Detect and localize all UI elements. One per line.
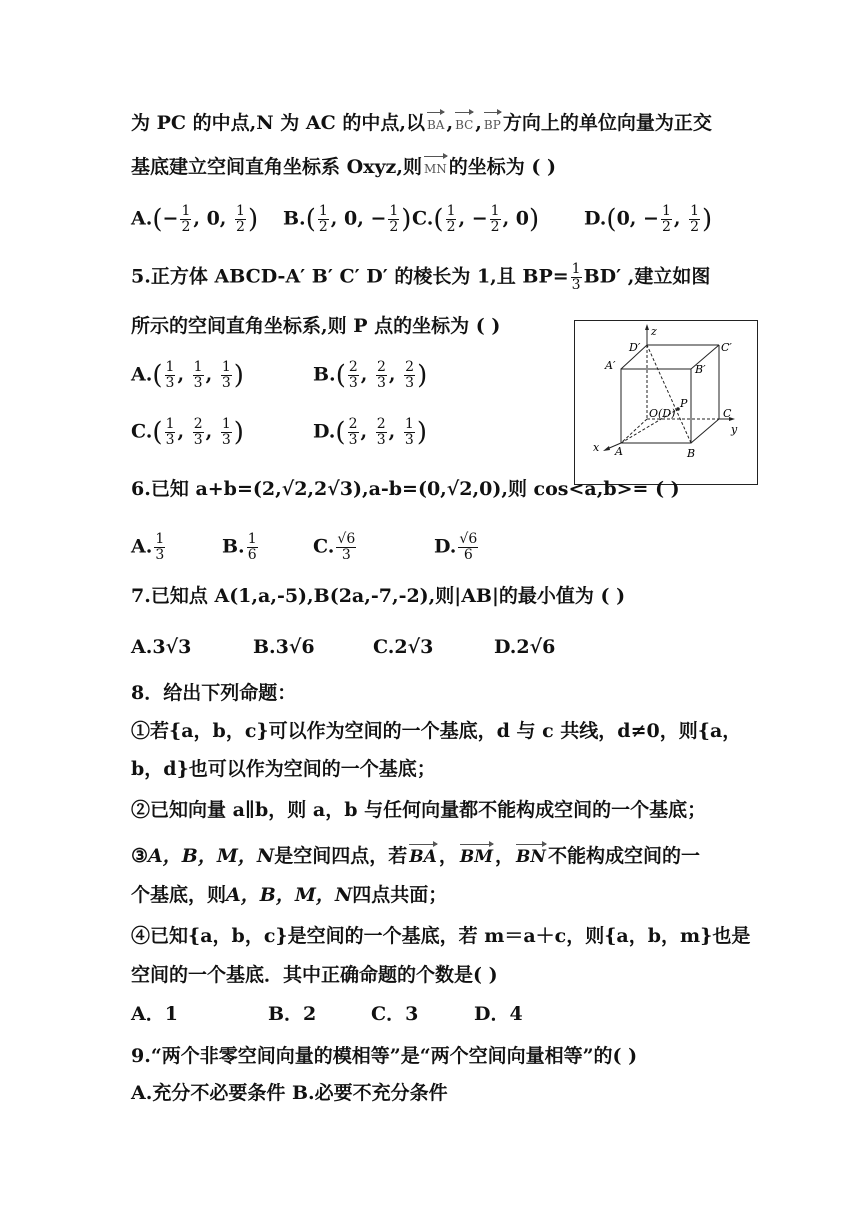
label-d-prime: D′ bbox=[629, 341, 641, 354]
label-y: y bbox=[731, 423, 738, 436]
option-label: A. bbox=[131, 535, 153, 558]
q5-option-d: D.( $\frac{2}{3}$ , $\frac{2}{3}$ , $\frac{1}{3}$ ) bbox=[313, 416, 427, 448]
fraction: $\frac{1}{3}$ bbox=[155, 531, 165, 563]
prop-3-text-2: 不能构成空间的一 bbox=[547, 845, 700, 867]
q9-options: A.充分不必要条件 B.必要不充分条件 bbox=[131, 1082, 448, 1104]
q6-option-a bbox=[131, 532, 167, 563]
q5-line-1 bbox=[131, 262, 710, 293]
fraction: $\frac{1}{3}$ bbox=[165, 416, 175, 448]
q4-option-a: A.(− $\frac{1}{2}$ , 0, $\frac{1}{2}$ ) bbox=[131, 203, 259, 235]
q8-prop-1a: ①若{a，b，c}可以作为空间的一个基底，d 与 c 共线，d≠0，则{a， bbox=[131, 720, 742, 742]
option-label: D. bbox=[434, 535, 457, 558]
option-label: B. bbox=[283, 207, 306, 230]
vector-ba: BA bbox=[425, 112, 446, 138]
label-x: x bbox=[593, 441, 600, 454]
option-label: D. bbox=[313, 420, 336, 443]
fraction: $\frac{1}{3}$ bbox=[404, 416, 414, 448]
q6-option-b bbox=[222, 532, 260, 563]
fraction: $\frac{1}{3}$ bbox=[221, 416, 231, 448]
fraction: $\frac{2}{3}$ bbox=[405, 359, 415, 391]
paren: ) bbox=[233, 360, 244, 391]
intro-line-1: 为 PC 的中点,N 为 AC 的中点,以 BA , BC , BP 方向上的单位向量为正交 bbox=[131, 110, 712, 138]
cube-figure bbox=[574, 320, 758, 485]
fraction: $\frac{2}{3}$ bbox=[348, 359, 358, 391]
paren: ) bbox=[417, 360, 428, 391]
fraction: $\frac{1}{2}$ bbox=[490, 203, 500, 235]
fraction: $\frac{2}{3}$ bbox=[193, 416, 203, 448]
intro-text-1: 为 PC 的中点,N 为 AC 的中点,以 bbox=[131, 112, 425, 134]
vector-bn: BN bbox=[514, 844, 548, 870]
fraction: $\frac{1}{2}$ bbox=[446, 203, 456, 235]
q7-option-b: B.3√6 bbox=[253, 636, 315, 658]
vector-bm: BM bbox=[458, 844, 495, 870]
fraction: $\frac{2}{3}$ bbox=[348, 416, 358, 448]
fraction: $\frac{1}{2}$ bbox=[236, 203, 245, 235]
paren: ) bbox=[529, 204, 540, 235]
fraction: $\frac{1}{3}$ bbox=[221, 359, 231, 391]
label-p: P bbox=[680, 397, 688, 410]
label-c-prime: C′ bbox=[721, 341, 732, 354]
q5-option-c: C.( $\frac{1}{3}$ , $\frac{2}{3}$ , $\frac{1}{3}$ ) bbox=[131, 416, 244, 448]
q9-line: 9.“两个非零空间向量的模相等”是“两个空间向量相等”的( ) bbox=[131, 1045, 638, 1067]
option-label: C. bbox=[412, 207, 434, 230]
paren: ) bbox=[401, 204, 412, 235]
paren: ( bbox=[305, 204, 316, 235]
prop-3-text-3: 个基底，则 bbox=[131, 884, 227, 906]
prop-3-text: 是空间四点，若 bbox=[274, 845, 408, 867]
fraction: $\frac{1}{2}$ bbox=[181, 203, 191, 235]
paren: ) bbox=[702, 204, 713, 235]
paren: ) bbox=[247, 204, 259, 235]
q8-prop-2: ②已知向量 a∥b，则 a，b 与任何向量都不能构成空间的一个基底； bbox=[131, 799, 707, 821]
q8-option-c: C．3 bbox=[371, 1003, 419, 1025]
vector-bc: BC bbox=[453, 112, 475, 138]
q5-line-2 bbox=[131, 313, 500, 339]
fraction: $\frac{1}{2}$ bbox=[318, 203, 328, 235]
paren: ( bbox=[335, 360, 346, 391]
q8-prop-4a: ④已知{a，b，c}是空间的一个基底，若 m＝a＋c，则{a，b，m}也是 bbox=[131, 925, 751, 947]
q5-text-3: 所示的空间直角坐标系,则 P 点的坐标为 ( ) bbox=[131, 315, 501, 337]
paren: ) bbox=[233, 417, 244, 448]
intro-text-4: 的坐标为 ( ) bbox=[448, 156, 556, 178]
option-label: A. bbox=[131, 207, 153, 230]
fraction: $\frac{1}{3}$ bbox=[165, 359, 175, 391]
fraction: $\frac{1}{2}$ bbox=[690, 203, 700, 235]
q7-line bbox=[131, 583, 625, 609]
q8-title: 8．给出下列命题： bbox=[131, 682, 297, 704]
prop-3-points-2: A，B，M，N bbox=[226, 884, 353, 906]
q7-option-a: A.3√3 bbox=[131, 636, 192, 658]
paren: ) bbox=[416, 417, 427, 448]
vector-ba: BA bbox=[407, 844, 439, 870]
option-label: C. bbox=[131, 420, 153, 443]
intro-text-2: 方向上的单位向量为正交 bbox=[502, 112, 712, 134]
fraction: $\frac{1}{2}$ bbox=[661, 203, 671, 235]
option-label: A. bbox=[131, 363, 153, 386]
label-a-prime: A′ bbox=[605, 359, 616, 372]
option-label: C. bbox=[313, 535, 335, 558]
fraction: $\frac{2}{3}$ bbox=[377, 359, 386, 391]
paren: ( bbox=[606, 204, 617, 235]
q4-option-d: D.(0, − $\frac{1}{2}$ , $\frac{1}{2}$ ) bbox=[584, 203, 713, 235]
q6-option-d bbox=[434, 532, 480, 563]
q8-prop-3b bbox=[131, 882, 447, 908]
option-label: D. bbox=[584, 207, 607, 230]
q8-option-b: B．2 bbox=[268, 1003, 317, 1025]
q4-option-b: B.( $\frac{1}{2}$ , 0, − $\frac{1}{2}$ ) bbox=[283, 203, 412, 235]
label-b-prime: B′ bbox=[695, 363, 706, 376]
fraction: $\frac{1}{3}$ bbox=[193, 359, 203, 391]
q5-option-a: A.( $\frac{1}{3}$ , $\frac{1}{3}$ , $\frac{1}{3}$ ) bbox=[131, 359, 244, 391]
q4-option-c: C.( $\frac{1}{2}$ , − $\frac{1}{2}$ , 0) bbox=[412, 203, 540, 235]
q8-option-a: A．1 bbox=[131, 1003, 178, 1025]
q8-prop-4b: 空间的一个基底．其中正确命题的个数是( ) bbox=[131, 964, 498, 986]
q6-option-c bbox=[313, 532, 358, 563]
paren: ( bbox=[335, 417, 346, 448]
q7-text: 7.已知点 A(1,a,-5),B(2a,-7,-2),则|AB|的最小值为 ( ) bbox=[131, 585, 626, 607]
fraction: $\frac{1}{2}$ bbox=[389, 203, 399, 235]
paren: ( bbox=[152, 204, 163, 235]
label-z: z bbox=[651, 325, 657, 338]
q6-text: 6.已知 a+b=(2,√2,2√3),a-b=(0,√2,0),则 cos<a,b>= ( ) bbox=[131, 478, 680, 500]
q5-text-1: 5.正方体 ABCD-A′ B′ C′ D′ 的棱长为 1,且 BP= bbox=[131, 265, 569, 288]
vector-bp: BP bbox=[482, 112, 503, 138]
vector-mn: MN bbox=[422, 156, 449, 182]
q5-option-b: B.( $\frac{2}{3}$ , $\frac{2}{3}$ , $\frac{2}{3}$ ) bbox=[313, 359, 428, 391]
q8-option-d: D．4 bbox=[474, 1003, 523, 1025]
label-o-d: O(D) bbox=[649, 407, 676, 420]
paren: ( bbox=[433, 204, 444, 235]
label-a: A bbox=[615, 445, 623, 458]
fraction: $\frac{√6}{6}$ bbox=[459, 531, 478, 563]
q8-prop-3a: ③A，B，M，N是空间四点，若 BA ， BM ， BN 不能构成空间的一 bbox=[131, 843, 700, 870]
fraction: $\frac{2}{3}$ bbox=[376, 416, 386, 448]
label-b: B bbox=[687, 447, 696, 460]
q6-line bbox=[131, 476, 680, 502]
fraction: $\frac{√6}{3}$ bbox=[337, 531, 356, 563]
prop-3-marker: ③ bbox=[131, 845, 149, 867]
q7-option-d: D.2√6 bbox=[494, 636, 556, 658]
q8-prop-1b: b，d}也可以作为空间的一个基底； bbox=[131, 758, 436, 780]
option-label: B. bbox=[313, 363, 336, 386]
q5-text-2: BD′ ,建立如图 bbox=[583, 265, 711, 288]
prop-3-text-4: 四点共面； bbox=[352, 884, 448, 906]
cube-diagram bbox=[575, 321, 757, 484]
fraction: $\frac{1}{6}$ bbox=[247, 531, 257, 563]
intro-line-2 bbox=[131, 154, 556, 182]
paren: ( bbox=[152, 417, 163, 448]
intro-text-3: 基底建立空间直角坐标系 Oxyz,则 bbox=[131, 156, 422, 178]
paren: ( bbox=[152, 360, 163, 391]
label-c: C bbox=[723, 407, 732, 420]
option-label: B. bbox=[222, 535, 245, 558]
q7-option-c: C.2√3 bbox=[373, 636, 434, 658]
fraction: $\frac{1}{3}$ bbox=[571, 261, 581, 293]
prop-3-points: A，B，M，N bbox=[148, 845, 275, 867]
